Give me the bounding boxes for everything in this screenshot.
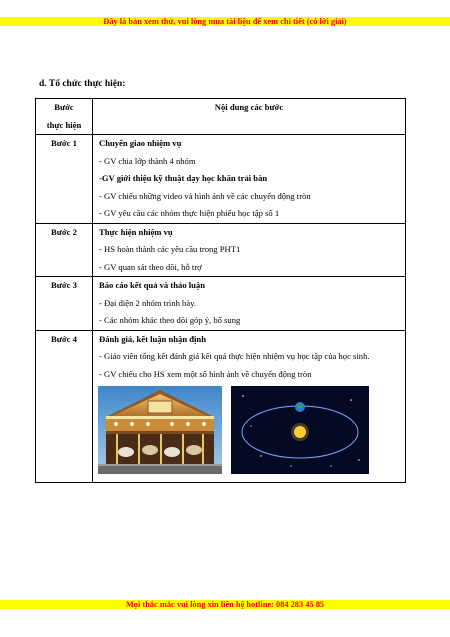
hotline-banner [0, 600, 450, 609]
step-label: Bước 2 [36, 223, 93, 277]
table-header-row [36, 99, 406, 135]
step-title: Thực hiện nhiệm vụ [99, 226, 173, 237]
step-line: - GV chiếu cho HS xem một số hình ảnh về chuyển động tròn [99, 368, 312, 379]
header-step [36, 99, 93, 135]
step-line: - Giáo viên tổng kết đánh giá kết quả thực hiện nhiệm vụ học tập của học sinh. [99, 351, 370, 361]
carousel-image [98, 386, 222, 474]
header-step-line2: thực hiện [46, 119, 82, 130]
step-content [93, 223, 406, 277]
step-line: -GV giới thiệu kỹ thuật dạy học khăn trải bàn [99, 173, 268, 183]
step-label: Bước 4 [36, 330, 93, 483]
section-heading: d. Tổ chức thực hiện: [39, 79, 126, 89]
step-label: Bước 1 [36, 135, 93, 224]
step-title: Chuyển giao nhiệm vụ [99, 138, 182, 148]
preview-banner-text: Đây là bản xem thử, vui lòng mua tài liệu để xem chi tiết (có lời giải) [103, 17, 347, 26]
header-content: Nội dung các bước [93, 99, 406, 135]
header-step-line1: Bước [54, 102, 74, 112]
step-line: - GV chiếu những video và hình ảnh về các chuyển động tròn [99, 190, 311, 201]
table-row [36, 223, 406, 277]
hotline-banner-text: Mọi thắc mắc vui lòng xin liên hệ hotline: 084 283 45 85 [125, 600, 325, 609]
step-line: - Các nhóm khác theo dõi góp ý, bổ sung [99, 315, 241, 325]
preview-banner [0, 17, 450, 26]
step-title: Báo cáo kết quả và thảo luận [99, 280, 206, 290]
image-row [99, 386, 399, 476]
step-line: - GV chia lớp thành 4 nhóm [99, 155, 196, 166]
steps-table [35, 98, 406, 483]
step-content [93, 277, 406, 331]
table-row [36, 277, 406, 331]
table-row [36, 135, 406, 224]
table-row [36, 330, 406, 483]
step-label: Bước 3 [36, 277, 93, 331]
step-line: - HS hoàn thành các yêu cầu trong PHT1 [99, 244, 241, 254]
step-title: Đánh giá, kết luận nhận định [99, 333, 206, 344]
step-line: - GV yêu cầu các nhóm thực hiện phiếu học tập số 1 [99, 208, 280, 218]
step-content [93, 330, 406, 483]
step-line: - Đại diện 2 nhóm trình bày. [99, 297, 197, 308]
step-content [93, 135, 406, 224]
orbit-image [231, 386, 369, 474]
step-line: - GV quan sát theo dõi, hỗ trợ [99, 261, 202, 272]
